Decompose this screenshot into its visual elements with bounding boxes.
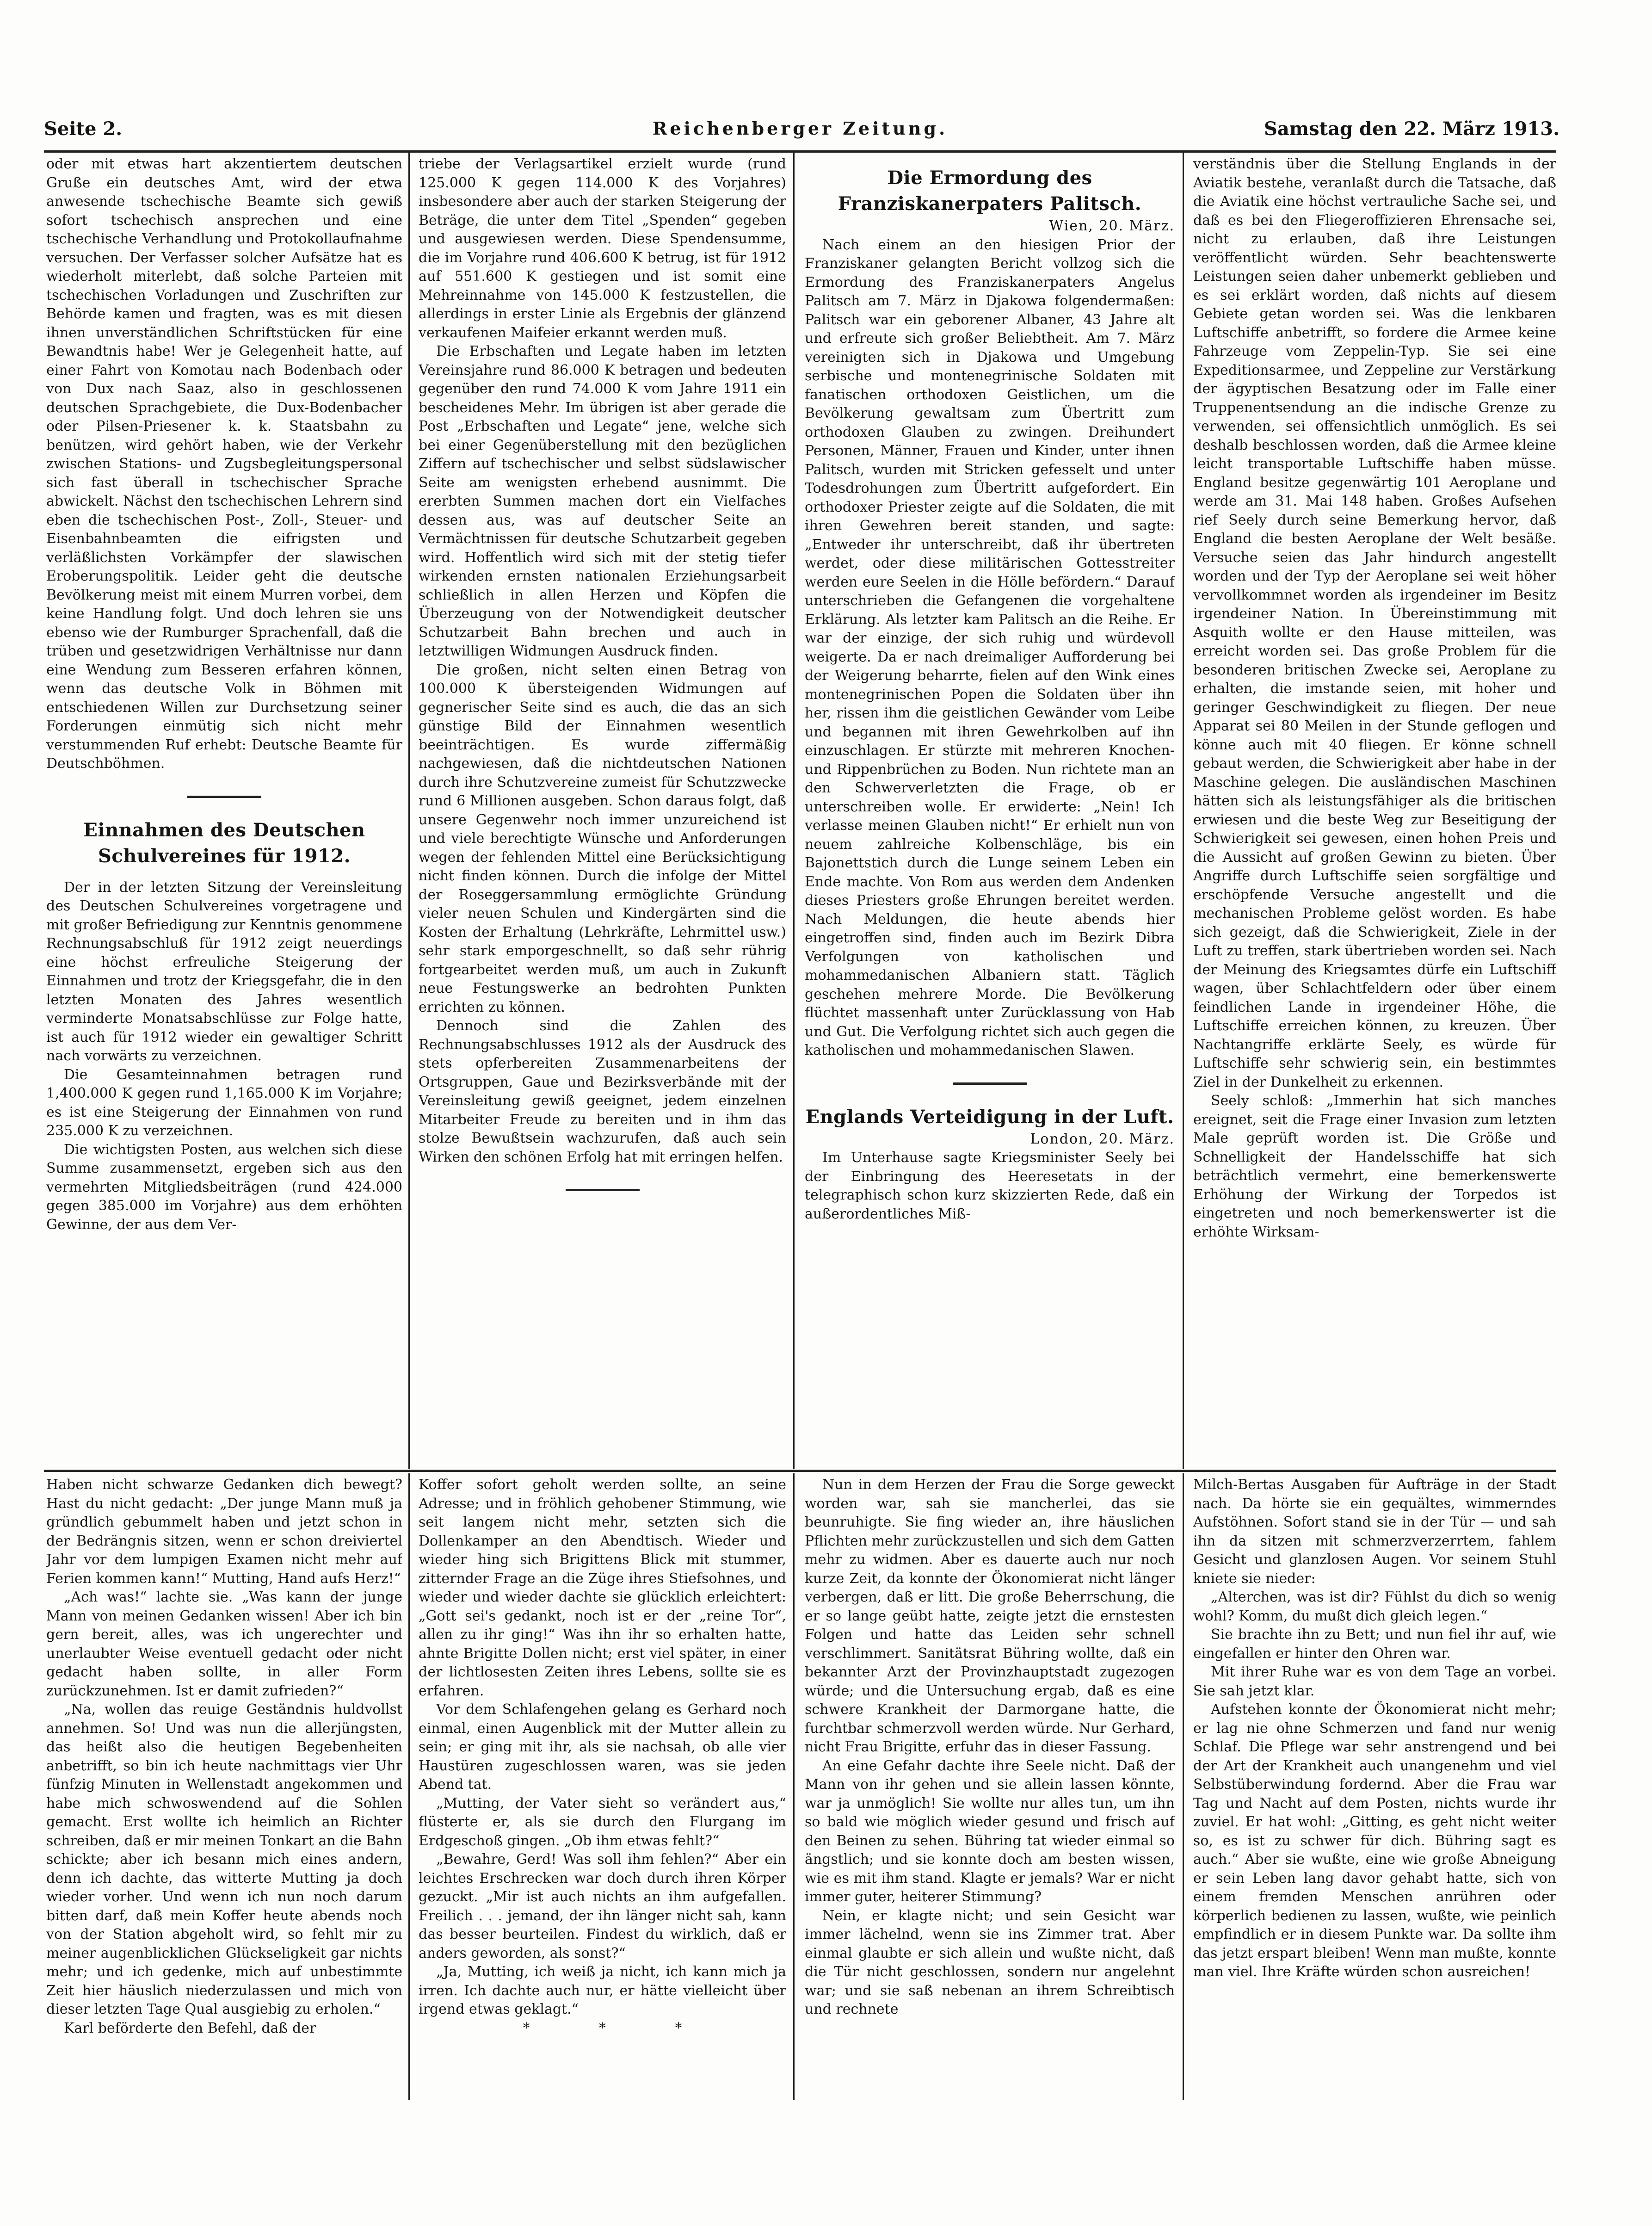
story-text: Mit ihrer Ruhe war es von dem Tage an vorbei. Sie sah jetzt klar.	[1193, 1664, 1556, 1699]
article-text: Der in der letzten Sitzung der Vereinsleitung des Deutschen Schulvereines vorgetragene und mit großer Befriedigung zur Kenntnis genommene Rechnungsabschluß für 1912 zeigt neuerdings eine höchst erfreuliche Steigerung der Einnahmen und trotz der Kriegsgefahr, die in den letzten Monaten des Jahres wesentlich verminderte Monatsabschlüsse zur Folge hatte, ist auch für 1912 wieder ein gewaltiger Schritt nach vorwärts zu verzeichnen.	[46, 879, 402, 1064]
issue-date: Samstag den 22. März 1913.	[1264, 118, 1560, 140]
story-text: „Alterchen, was ist dir? Fühlst du dich so wenig wohl? Komm, du mußt dich gleich legen.“	[1193, 1589, 1556, 1624]
article-text: Die Gesamteinnahmen betragen rund 1,400.000 K gegen rund 1,165.000 K im Vorjahre; es ist eine Steigerung der Einnahmen von rund 235.000 K zu verzeichnen.	[46, 1066, 402, 1139]
separator-rule	[953, 1082, 1027, 1085]
column-rule-3	[1183, 153, 1184, 1469]
story-text: Haben nicht schwarze Gedanken dich bewegt? Hast du nicht gedacht: „Der junge Mann muß ja gründlich gebummelt haben und jetzt schon in der Bedrängnis sitzen, wenn er schon dreiviertel Jahr vor dem lumpigen Examen nicht mehr auf Ferien kommen kann!“ Mutting, Hand aufs Herz!“	[46, 1477, 402, 1587]
article-text: Die Erbschaften und Legate haben im letzten Vereinsjahre rund 86.000 K betragen und bedeuten gegenüber den rund 74.000 K vom Jahre 1911 ein bescheidenes Mehr. Im übrigen ist aber gerade die Post „Erbschaften und Legate“ jene, welche sich bei einer Gegenüberstellung mit den bezüglichen Ziffern auf tschechischer und selbst südslawischer Seite am wenigsten erhebend ausnimmt. Die ererbten Summen machen dort ein Vielfaches dessen aus, was auf deutscher Seite an Vermächtnissen für deutsche Schutzarbeit gegeben wird. Hoffentlich wird sich mit der stetig tiefer wirkenden ernsten nationalen Erziehungsarbeit schließlich in allen Herzen und Köpfen die Überzeugung von der Notwendigkeit deutscher Schutzarbeit Bahn brechen und auch in letztwilligen Widmungen Ausdruck finden.	[419, 343, 786, 659]
story-text: „Bewahre, Gerd! Was soll ihm fehlen?“ Aber ein leichtes Erschrecken war doch durch ihren Körper gezuckt. „Mir ist auch nichts an ihm aufgefallen. Freilich . . . jemand, der ihn länger nicht sah, kann das besser beurteilen. Findest du wirklich, daß er anders geworden, als sonst?“	[419, 1851, 786, 1961]
header-rule	[44, 150, 1556, 153]
section-stars: * * *	[523, 2020, 715, 2036]
article-text: Die wichtigsten Posten, aus welchen sich diese Summe zusammensetzt, ergeben sich aus den vermehrten Mitgliedsbeiträgen (rund 424.000 gegen 385.000 im Vorjahre) aus dem erhöhten Gewinne, der aus dem Ver-	[46, 1141, 402, 1233]
story-text: Aufstehen konnte der Ökonomierat nicht mehr; er lag nie ohne Schmerzen und fand nur wenig Schlaf. Die Pflege war sehr anstrengend und bei der Art der Krankheit auch unangenehm und viel Selbstüberwindung fordernd. Aber die Frau war Tag und Nacht auf dem Posten, nichts wurde ihr zuviel. Er hat wohl: „Gitting, es geht nicht weiter so, es ist zu schwer für dich. Bühring sagt es auch.“ Aber sie wußte, eine wie große Abneigung er sein Leben lang davor gehabt hatte, sich von einem fremden Menschen anrühren oder körperlich bedienen zu lassen, wußte, wie peinlich empfindlich er in diesem Punkte war. Da sollte ihm das jetzt erspart bleiben! Wenn man mußte, konnte man viel. Ihre Kräfte würden schon ausreichen!	[1193, 1701, 1556, 1980]
headline-schulverein: Einnahmen des Deutschen Schulvereines für 1912.	[83, 819, 365, 867]
headline-england: Englands Verteidigung in der Luft.	[805, 1106, 1174, 1128]
story-text: Sie brachte ihn zu Bett; und nun fiel ihr auf, wie eingefallen er hinter den Ohren war.	[1193, 1626, 1556, 1662]
dateline-london: London, 20. März.	[1030, 1131, 1175, 1147]
article-text: verständnis über die Stellung Englands in der Aviatik bestehe, veranlaßt durch die Tatsache, daß die Aviatik eine höchst vertrauliche Sache sei, und daß es bei den Fliegeroffizieren Ehrensache sei, nicht zu erlauben, daß ihre Leistungen veröffentlicht würden. Sehr beachtenswerte Leistungen seien daher unbemerkt geblieben und es sei erklärt worden, daß nichts auf diesem Gebiete getan worden sei. Was die lenkbaren Luftschiffe anbetrifft, so fordere die Armee keine Fahrzeuge vom Zeppelin-Typ. Sie sei eine Expeditionsarmee, und Zeppeline zur Verstärkung der ägyptischen Besatzung oder im Falle einer Truppenentsendung an die indische Grenze zu verwenden, sei offensichtlich unmöglich. Es sei deshalb beschlossen worden, daß die Armee kleine leicht transportable Luftschiffe haben müsse. England besitze gegenwärtig 101 Aeroplane und werde am 31. Mai 148 haben. Großes Aufsehen rief Seely durch seine Bemerkung hervor, daß England die besten Aeroplane der Welt besäße. Versuche seien das Jahr hindurch angestellt worden und der Typ der Aeroplane sei weit höher vervollkommnet worden als irgendeiner im Besitz irgendeiner Nation. In Übereinstimmung mit Asquith wollte er den Hause mitteilen, was erreicht worden sei. Das große Problem für die besonderen britischen Zwecke sei, Aeroplane zu erhalten, die imstande seien, mit hoher und geringer Geschwindigkeit zu fliegen. Der neue Apparat sei 80 Meilen in der Stunde geflogen und könne auch mit 40 fliegen. Er könne schnell gebaut werden, die Schwierigkeit aber habe in der Maschine gelegen. Die ausländischen Maschinen hätten sich als leistungsfähiger als die britischen erwiesen und die beste Weg zur Beseitigung der Schwierigkeit sei gewesen, einen hohen Preis und die Aussicht auf großen Gewinn zu bieten. Über Angriffe durch Luftschiffe seien sorgfältige und erschöpfende Versuche angestellt und die mechanischen Probleme gelöst worden. Es habe sich gezeigt, daß die Schwierigkeit, Ziele in der Luft zu treffen, stark übertrieben worden sei. Nach der Meinung des Kriegsamtes dürfe ein Luftschiff wagen, über Schlachtfeldern oder über einem feindlichen Lande in irgendeiner Höhe, die Luftschiffe erreichen können, zu kreuzen. Über Nachtangriffe erklärte Seely, es würde für Luftschiffe sehr schwierig sein, ein bestimmtes Ziel in der Dunkelheit zu erkennen.	[1193, 156, 1556, 1090]
column-rule-1	[408, 153, 410, 1469]
feuilleton-rule	[44, 1470, 1556, 1472]
column-rule-4	[408, 1473, 410, 2100]
article-text: triebe der Verlagsartikel erzielt wurde (rund 125.000 K gegen 114.000 K des Vorjahres) insbesondere aber auch der starken Steigerung der Beträge, die unter dem Titel „Spenden“ gegeben und ausgewiesen werden. Diese Spendensumme, die im Vorjahre rund 406.600 K betrug, ist für 1912 auf 551.600 K gestiegen und ist somit eine Mehreinnahme von 145.000 K festzustellen, die allerdings in erster Linie als Ergebnis der glänzend verkaufenen Maifeier erkannt werden muß.	[419, 156, 786, 341]
article-column-4	[1193, 155, 1556, 1468]
article-text: Die großen, nicht selten einen Betrag von 100.000 K übersteigenden Widmungen auf gegnerischer Seite sind es auch, die das an sich günstige Bild der Einnahmen wesentlich beeinträchtigen. Es wurde ziffermäßig nachgewiesen, daß die nichtdeutschen Nationen durch ihre Schutzvereine zumeist für Schutzzwecke rund 6 Millionen ausgeben. Schon daraus folgt, daß unsere Gegenwehr noch immer unzureichend ist und viele berechtigte Wünsche und Anforderungen wegen der fehlenden Mittel eine Berücksichtigung nicht finden können. Durch die infolge der Mittel der Roseggersammlung ermöglichte Gründung vieler neuen Schulen und Kindergärten sind die Kosten der Erhaltung (Lehrkräfte, Lehrmittel usw.) sehr stark emporgeschnellt, so daß sehr rührig fortgearbeitet werden muß, um auch in Zukunft neue Festungswerke an bedrohten Punkten errichten zu können.	[419, 662, 786, 1015]
article-text: Dennoch sind die Zahlen des Rechnungsabschlusses 1912 als der Ausdruck des stets opferbereiten Zusammenarbeitens der Ortsgruppen, Gaue und Bezirksverbände mit der Vereinsleitung gewiß geeignet, jedem einzelnen Mitarbeiter Freude zu bereiten und in ihm das stolze Bewußtsein wachzurufen, daß auch sein Wirken den schönen Erfolg hat mit erringen helfen.	[419, 1018, 786, 1165]
article-text: Im Unterhause sagte Kriegsminister Seely bei der Einbringung des Heeresetats in der telegraphisch schon kurz skizzierten Rede, daß ein außerordentliches Miß-	[805, 1150, 1175, 1222]
headline-palitsch: Die Ermordung des Franziskanerpaters Palitsch.	[838, 167, 1142, 215]
column-rule-6	[1183, 1473, 1184, 2100]
story-text: Nun in dem Herzen der Frau die Sorge geweckt worden war, sah sie mancherlei, das sie beunruhigte. Sie fing wieder an, ihre häuslichen Pflichten mehr zurückzustellen und sich dem Gatten mehr zu widmen. Aber es dauerte auch nur noch kurze Zeit, da konnte der Ökonomierat nicht länger verbergen, daß er litt. Die große Beherrschung, die er so lange geübt hatte, zeigte jetzt die ernstesten Folgen und hatte das Leiden sehr schnell verschlimmert. Sanitätsrat Bühring wollte, daß ein bekannter Arzt der Provinzhauptstadt zugezogen würde; und die Untersuchung ergab, daß es eine schwere Krankheit der Darmorgane hatte, die furchtbar schmerzvoll werden würde. Nur Gerhard, nicht Frau Brigitte, erfuhr das in dieser Fassung.	[805, 1477, 1175, 1755]
story-text: Nein, er klagte nicht; und sein Gesicht war immer lächelnd, wenn sie ins Zimmer trat. Aber einmal glaubte er sich allein und wußte nicht, daß die Tür nicht geschlossen, sondern nur angelehnt war; und sie saß nebenan an ihrem Schreibtisch und rechnete	[805, 1907, 1175, 2017]
story-text: „Mutting, der Vater sieht so verändert aus,“ flüsterte er, als sie durch den Flurgang im Erdgeschoß gingen. „Ob ihm etwas fehlt?“	[419, 1795, 786, 1849]
separator-rule	[566, 1189, 640, 1191]
page-number: Seite 2.	[44, 118, 123, 140]
column-rule-5	[793, 1473, 795, 2100]
story-text: „Na, wollen das reuige Geständnis huldvollst annehmen. So! Und was nun die allerjüngsten, das heißt also die heutigen Begebenheiten anbetrifft, so bin ich heute nachmittags vier Uhr fünfzig Minuten in Wellenstadt angekommen und habe mich schwoswendend auf die Sohlen gemacht. Erst wollte ich heimlich an Richter schreiben, daß er mir meinen Tonkart an die Bahn schickte; aber ich besann mich eines andern, denn ich dachte, das witterte Mutting ja doch wieder vorher. Und wenn ich nun noch darum bitten darf, daß mein Koffer heute abends noch von der Station abgeholt wird, so fehlt mir zu meiner augenblicklichen Glückseligkeit gar nichts mehr; und ich gedenke, mich auf unbestimmte Zeit hier häuslich niederzulassen und mich von dieser letzten Tage Qual ausgiebig zu erholen.“	[46, 1701, 402, 2017]
story-text: „Ja, Mutting, ich weiß ja nicht, ich kann mich ja irren. Ich dachte auch nur, er hätte vielleicht über irgend etwas geklagt.“	[419, 1964, 786, 2017]
article-column-1	[46, 155, 402, 1468]
separator-rule	[187, 796, 261, 798]
feuilleton-column-1	[46, 1476, 402, 2100]
masthead: Reichenberger Zeitung.	[652, 118, 948, 139]
feuilleton-column-4	[1193, 1476, 1556, 2100]
article-text: Seely schloß: „Immerhin hat sich manches ereignet, seit die Frage einer Invasion zum letzten Male geprüft worden ist. Die Größe und Schnelligkeit der Handelsschiffe hat sich beträchtlich vermehrt, eine bemerkenswerte Erhöhung der Wirkung der Torpedos ist eingetreten und noch bemerkenswerter ist die erhöhte Wirksam-	[1193, 1093, 1556, 1240]
column-rule-2	[793, 153, 795, 1469]
story-text: Vor dem Schlafengehen gelang es Gerhard noch einmal, einen Augenblick mit der Mutter allein zu sein; er ging mit ihr, als sie nachsah, ob alle vier Haustüren zugeschlossen waren, was sie jeden Abend tat.	[419, 1701, 786, 1793]
story-text: Milch-Bertas Ausgaben für Aufträge in der Stadt nach. Da hörte sie ein gequältes, wimmerndes Aufstöhnen. Sofort stand sie in der Tür — und sah ihn da sitzen mit schmerzverzerrtem, fahlem Gesicht und glanzlosen Augen. Vor seinem Stuhl kniete sie nieder:	[1193, 1477, 1556, 1587]
article-column-2	[419, 155, 786, 1468]
article-text: oder mit etwas hart akzentiertem deutschen Gruße ein deutsches Amt, wird der etwa anwesende tschechische Beamte sich gewiß sofort tschechisch ansprechen und eine tschechische Verhandlung und Protokollaufnahme versuchen. Der Verfasser solcher Aufsätze hat es wiederholt miterlebt, daß solche Parteien mit tschechischen Vorladungen und Zuschriften zur Behörde kamen und fragten, was es mit diesen ihnen unverständlichen Schriftstücken für eine Bewandtnis habe! Wer je Gelegenheit hatte, auf einer Fahrt von Komotau nach Bodenbach oder von Dux nach Saaz, also in geschlossenen deutschen Sprachgebiete, die Dux-Bodenbacher oder Pilsen-Priesener k. k. Staatsbahn zu benützen, wird gehört haben, wie der Verkehr zwischen Stations- und Zugsbegleitungspersonal sich fast überall in tschechischer Sprache abwickelt. Nächst den tschechischen Lehrern sind eben die tschechischen Post-, Zoll-, Steuer- und Eisenbahnbeamten die eifrigsten und verläßlichsten Vorkämpfer der slawischen Eroberungspolitik. Leider geht die deutsche Bevölkerung meist mit einem Murren vorbei, dem keine Handlung folgt. Und doch lehren sie uns ebenso wie der Rumburger Sprachenfall, daß die trüben und gesetzwidrigen Verhältnisse nur dann eine Wendung zum Besseren erfahren können, wenn das deutsche Volk in Böhmen mit entschiedenen Willen zur Durchsetzung seiner Forderungen einmütig sich nicht mehr verstummenden Ruf erhebt: Deutsche Beamte für Deutschböhmen.	[46, 156, 402, 772]
article-column-3	[805, 155, 1175, 1468]
story-text: Koffer sofort geholt werden sollte, an seine Adresse; und in fröhlich gehobener Stimmung, wie seit langem nicht mehr, setzten sich die Dollenkamper an den Abendtisch. Wieder und wieder hing sich Brigittens Blick mit stummer, zitternder Frage an die Züge ihres Stiefsohnes, und wieder und wieder dachte sie glücklich erleichtert: „Gott sei's gedankt, noch ist er der „reine Tor“, allen zu ihr ging!“ Was ihn ihr so erhalten hatte, ahnte Brigitte Dollen nicht; erst viel später, in einer der lichtlosesten Zeiten ihres Lebens, sollte sie es erfahren.	[419, 1477, 786, 1699]
feuilleton-column-2	[419, 1476, 786, 2100]
story-text: „Ach was!“ lachte sie. „Was kann der junge Mann von meinen Gedanken wissen! Aber ich bin gern bereit, alles, was ich ungerechter und unerlaubter Weise eventuell gedacht oder nicht gedacht haben sollte, in aller Form zurückzunehmen. Ist er damit zufrieden?“	[46, 1589, 402, 1699]
feuilleton-column-3	[805, 1476, 1175, 2100]
story-text: Karl beförderte den Befehl, daß der	[64, 2020, 316, 2036]
article-text: Nach einem an den hiesigen Prior der Franziskaner gelangten Bericht vollzog sich die Ermordung des Franziskanerpaters Angelus Palitsch am 7. März in Djakowa folgendermaßen: Palitsch war ein geborener Albaner, 43 Jahre alt und erfreute sich großer Beliebtheit. Am 7. März vereinigten sich in Djakowa und Umgebung serbische und montenegrinische Soldaten mit fanatischen orthodoxen Geistlichen, um die Bevölkerung gewaltsam zum Übertritt zum orthodoxen Glauben zu zwingen. Dreihundert Personen, Männer, Frauen und Kinder, unter ihnen Palitsch, wurden mit Stricken gefesselt und unter Todesdrohungen zum Übertritt aufgefordert. Ein orthodoxer Priester zeigte auf die Soldaten, die mit ihren Gewehren bereit standen, und sagte: „Entweder ihr unterschreibt, daß ihr übertreten werdet, oder diese militärischen Gottesstreiter werden eure Seelen in die Hölle befördern.“ Darauf unterschrieben die Gefangenen die vorgehaltene Erklärung. Als letzter kam Palitsch an die Reihe. Er war der einzige, der sich ruhig und würdevoll weigerte. Da er nach dreimaliger Aufforderung bei der Weigerung beharrte, fielen auf den Wink eines montenegrinischen Popen die Soldaten über ihn her, rissen ihm die geistlichen Gewänder vom Leibe und begannen mit ihren Gewehrkolben auf ihn einzuschlagen. Er stürzte mit mehreren Knochen- und Rippenbrüchen zu Boden. Nun richtete man an den Schwerverletzten die Frage, ob er unterschreiben wolle. Er erwiderte: „Nein! Ich verlasse meinen Glauben nicht!“ Er erhielt nun von neuem zahlreiche Kolbenschläge, bis ein Bajonettstich durch die Lunge seinem Leben ein Ende machte. Von Rom aus werden dem Andenken dieses Priesters große Ehrungen bereitet werden. Nach Meldungen, die heute abends hier eingetroffen sind, finden auch im Bezirk Dibra Verfolgungen von katholischen und mohammedanischen Albaniern statt. Täglich geschehen mehrere Morde. Die Bevölkerung flüchtet massenhaft unter Zurücklassung von Hab und Gut. Die Verfolgung richtet sich auch gegen die katholischen und mohammedanischen Slawen.	[805, 236, 1175, 1058]
dateline-wien: Wien, 20. März.	[1049, 218, 1175, 234]
story-text: An eine Gefahr dachte ihre Seele nicht. Daß der Mann von ihr gehen und sie allein lassen könnte, war ja unmöglich! Sie wollte nur alles tun, um ihn so bald wie möglich wieder gesund und frisch auf den Beinen zu sehen. Bühring tat wieder einmal so ängstlich; und sie konnte doch am besten wissen, wie es mit ihm stand. Klagte er jemals? War er nicht immer guter, heiterer Stimmung?	[805, 1757, 1175, 1905]
